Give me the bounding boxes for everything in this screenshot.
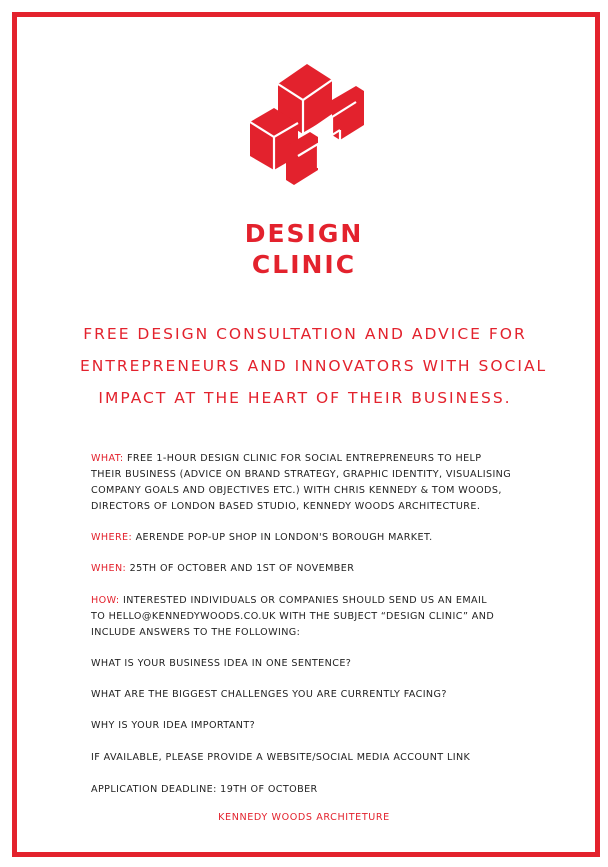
tagline-line-2: ENTREPRENEURS AND INNOVATORS WITH SOCIAL [80, 357, 548, 375]
how-line-3: INCLUDE ANSWERS TO THE FOLLOWING: [91, 627, 301, 638]
what-line-1 [91, 450, 531, 467]
question-2: WHAT ARE THE BIGGEST CHALLENGES YOU ARE CURRENTLY FACING? [91, 689, 447, 700]
when-line [91, 560, 531, 577]
tagline-line-3: IMPACT AT THE HEART OF THEIR BUSINESS. [98, 389, 512, 407]
what-line-4: DIRECTORS OF LONDON BASED STUDIO, KENNEDY WOODS ARCHITECTURE. [91, 501, 481, 512]
how-line-1 [91, 592, 531, 609]
footer-studio-name: KENNEDY WOODS ARCHITETURE [218, 812, 390, 823]
red-isometric-cross-icon [248, 62, 366, 190]
question-4: IF AVAILABLE, PLEASE PROVIDE A WEBSITE/SOCIAL MEDIA ACCOUNT LINK [91, 752, 471, 763]
when-label: WHEN: [91, 563, 127, 574]
application-deadline: APPLICATION DEADLINE: 19TH OF OCTOBER [91, 784, 318, 795]
question-3: WHY IS YOUR IDEA IMPORTANT? [91, 720, 256, 731]
tagline-line-1: FREE DESIGN CONSULTATION AND ADVICE FOR [83, 325, 527, 343]
where-line [91, 529, 531, 546]
logo-title-line-1: DESIGN [244, 219, 364, 248]
what-text-1: FREE 1-HOUR DESIGN CLINIC FOR SOCIAL ENTREPRENEURS TO HELP [123, 453, 482, 464]
what-line-2: THEIR BUSINESS (ADVICE ON BRAND STRATEGY, GRAPHIC IDENTITY, VISUALISING [91, 469, 512, 480]
how-label: HOW: [91, 595, 120, 606]
when-text: 25TH OF OCTOBER AND 1ST OF NOVEMBER [126, 563, 355, 574]
what-line-3: COMPANY GOALS AND OBJECTIVES ETC.) WITH CHRIS KENNEDY & TOM WOODS, [91, 485, 502, 496]
how-line-2: TO HELLO@KENNEDYWOODS.CO.UK WITH THE SUBJECT “DESIGN CLINIC” AND [91, 611, 495, 622]
how-text-1: INTERESTED INDIVIDUALS OR COMPANIES SHOULD SEND US AN EMAIL [119, 595, 487, 606]
where-text: AERENDE POP-UP SHOP IN LONDON'S BOROUGH MARKET. [132, 532, 433, 543]
what-label: WHAT: [91, 453, 124, 464]
logo-title-line-2: CLINIC [251, 250, 357, 279]
where-label: WHERE: [91, 532, 133, 543]
question-1: WHAT IS YOUR BUSINESS IDEA IN ONE SENTENCE? [91, 658, 352, 669]
